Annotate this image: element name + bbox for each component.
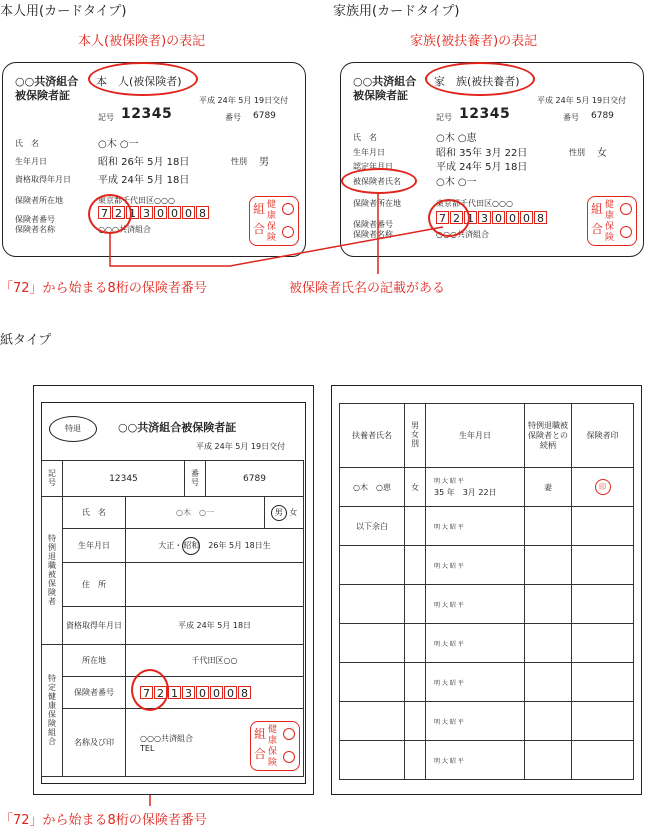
empty-cell [525,741,572,780]
seal-char: 健 [267,200,277,210]
no-label: 保険者番号 [63,677,126,709]
digit-box: 1 [464,211,477,224]
digit-box: 0 [196,686,209,699]
digit-box: 7 [98,206,111,219]
era-chars: 明 大 昭 平 [434,718,464,726]
card-relation: 本 人(被保険者) [96,75,182,88]
seal-char: 組 [253,202,266,216]
era-chars: 明 大 昭 平 [434,679,464,687]
gender-cell [265,497,304,529]
row-value-qual: 平成 24年 5月 18日 [98,175,190,186]
seal-char: 険 [267,233,277,243]
name-label: 氏 名 [63,497,126,529]
row-value-cert: 平成 24年 5月 18日 [436,162,528,173]
stamp-mark: 印 [595,479,611,495]
digit-box: 2 [154,686,167,699]
highlight-paper-digits [131,669,169,711]
empty-cell [572,741,634,780]
digit-box: 1 [168,686,181,699]
address-label: 保険者所在地 [15,196,63,205]
tel: TEL [140,743,155,753]
paper-title: ○○共済組合被保険者証 [118,421,237,434]
card-title: 被保険者証 [353,89,408,102]
insurer-no-label: 保険者番号 [353,220,393,229]
bango-label: 番号 [190,468,200,487]
name-value: ○木 ○一 [126,497,265,529]
nm-label: 名称及び印 [63,709,126,777]
row-label-qual: 資格取得年月日 [15,175,71,184]
paper-seal [250,721,300,771]
digit-box: 0 [492,211,505,224]
empty-cell [405,507,426,546]
insurer-name-value: ○○○共済組合 [436,230,489,239]
empty-cell [525,624,572,663]
kigo-label: 記号 [47,468,57,487]
row-name: ○木 ○恵 [340,468,405,507]
section-paper: 紙タイプ [0,333,52,348]
empty-cell [525,702,572,741]
row-value-name: ○木 ○一 [98,139,139,150]
row-gender: 女 [405,468,426,507]
gender-male: 男 [271,505,287,521]
card-issuer: ○○共済組合 [15,75,79,88]
caption-has-insured-name: 被保険者氏名の記載がある [289,281,446,296]
paper-back [331,385,642,795]
birth-cell [126,529,304,563]
gender-female: 女 [289,507,298,517]
address-value: 東京都千代田区○○○ [436,199,513,208]
era-chars: 明 大 昭 平 [434,757,464,765]
kigo-cell [42,461,63,497]
digit-box: 3 [478,211,491,224]
row-date-cell [426,585,525,624]
group1-cell [42,497,63,645]
address-value: 東京都千代田区○○○ [98,196,175,205]
loc-label: 所在地 [63,645,126,677]
caption-family-notation: 家族(被扶養者)の表記 [410,34,538,49]
insurer-name-label: 保険者名称 [353,230,393,239]
digit-box: 8 [534,211,547,224]
digit-box: 0 [224,686,237,699]
era-chars: 明 大 昭 平 [434,562,464,570]
address-label: 住 所 [63,563,126,607]
digit-box: 0 [210,686,223,699]
row-date-cell [426,468,525,507]
row-label-name: 氏 名 [353,133,377,142]
empty-cell [572,663,634,702]
group1-label: 特例退職被保険者 [47,533,57,606]
address-value [126,563,304,607]
empty-cell [405,663,426,702]
qual-label: 資格取得年月日 [63,607,126,645]
birth-era: 大正・ [158,540,183,550]
bango-cell [184,461,205,497]
seal-char: 保 [267,222,277,232]
seal-char: 康 [268,736,278,746]
row-label-insured-name: 被保険者氏名 [353,177,401,186]
bango-value: 6789 [253,111,276,121]
caption-starts-72-paper: 「72」から始まる8桁の保険者番号 [0,813,207,828]
row-date-cell [426,546,525,585]
section-card-family: 家族用(カードタイプ) [333,4,460,19]
seal-char: 組 [591,202,604,216]
caption-self-notation: 本人(被保険者)の表記 [78,34,206,49]
kigo-value: 12345 [121,106,173,122]
loc-value: 千代田区○○ [126,645,304,677]
row-date-cell [426,507,525,546]
group2-cell [42,645,63,777]
row-value-name: ○木 ○恵 [436,133,477,144]
row-value-birth: 昭和 26年 5月 18日 [98,157,190,168]
digit-box: 3 [140,206,153,219]
row-label-cert: 認定年月日 [353,162,393,171]
birth-label: 生年月日 [63,529,126,563]
seal-char: 険 [605,233,615,243]
digit-box: 0 [506,211,519,224]
paper-back-table [339,403,634,780]
seal-char: 健 [605,200,615,210]
section-card-self: 本人用(カードタイプ) [0,4,127,19]
row-relation: 妻 [525,468,572,507]
bango-label: 番号 [225,113,241,122]
digit-box: 8 [238,686,251,699]
empty-cell [405,741,426,780]
header-gender-label: 男女別 [410,421,420,448]
header-stamp: 保険者印 [572,404,634,468]
digit-box: 0 [168,206,181,219]
seal-char: 保 [268,747,278,757]
empty-cell [572,546,634,585]
row-date-cell [426,741,525,780]
seal-char: 険 [268,758,278,768]
card-relation: 家 族(被扶養者) [434,75,520,88]
empty-cell [572,507,634,546]
kigo-label: 記号 [436,113,452,122]
insurer-name-label: 保険者名称 [15,225,55,234]
seal-char: 合 [253,222,266,236]
insurer-name-value: ○○○共済組合 [98,225,151,234]
digit-box: 7 [436,211,449,224]
bango-value: 6789 [591,111,614,121]
kigo-value: 12345 [63,461,185,497]
qual-value: 平成 24年 5月 18日 [126,607,304,645]
digit-box: 2 [450,211,463,224]
empty-cell [572,585,634,624]
header-gender [405,404,426,468]
paper-front [33,385,314,795]
row-date-cell [426,702,525,741]
gender-label: 性別 [231,157,247,166]
tokutai-badge: 特退 [49,416,97,442]
kigo-label: 記号 [98,113,114,122]
empty-cell [525,663,572,702]
empty-cell [405,702,426,741]
header-name: 扶養者氏名 [340,404,405,468]
digit-box: 0 [154,206,167,219]
digit-box: 8 [196,206,209,219]
card-issued: 平成 24年 5月 19日交付 [199,96,289,105]
header-birth: 生年月日 [426,404,525,468]
birth-era-circled: 昭和 [182,537,200,555]
seal-circle [283,751,295,763]
digit-box: 2 [112,206,125,219]
empty-cell [340,741,405,780]
empty-cell [572,624,634,663]
empty-cell [525,507,572,546]
digit-box: 0 [520,211,533,224]
row-value-insured-name: ○木 ○一 [436,177,477,188]
seal-char: 健 [268,725,278,735]
digit-box: 3 [182,686,195,699]
empty-cell [340,663,405,702]
paper-issued: 平成 24年 5月 19日交付 [196,442,286,451]
empty-cell [572,702,634,741]
empty-cell [405,585,426,624]
empty-cell [340,585,405,624]
gender-label: 性別 [569,148,585,157]
digit-box: 1 [126,206,139,219]
row-label-name: 氏 名 [15,139,39,148]
era-chars: 明 大 昭 平 [434,523,464,531]
address-label: 保険者所在地 [353,199,401,208]
seal-char: 保 [605,222,615,232]
kigo-value: 12345 [459,106,511,122]
empty-cell [405,546,426,585]
insurer-no-label: 保険者番号 [15,215,55,224]
empty-cell [525,585,572,624]
nm-value: ○○○共済組合 [140,733,193,743]
empty-cell [525,546,572,585]
seal-char: 康 [605,211,615,221]
seal-char: 合 [254,747,267,761]
caption-starts-72: 「72」から始まる8桁の保険者番号 [0,281,207,296]
row-label-birth: 生年月日 [15,157,47,166]
era-chars: 明 大 昭 平 [434,478,464,485]
seal-circle [283,728,295,740]
card-issued: 平成 24年 5月 19日交付 [537,96,627,105]
row-label-birth: 生年月日 [353,148,385,157]
bango-value: 6789 [205,461,303,497]
header-relation: 特例退職被保険者との続柄 [525,404,572,468]
era-chars: 明 大 昭 平 [434,640,464,648]
row-date-cell [426,624,525,663]
row-stamp-cell [572,468,634,507]
card-issuer: ○○共済組合 [353,75,417,88]
connector-line [110,227,443,266]
row-value-birth: 昭和 35年 3月 22日 [436,148,528,159]
empty-cell [340,624,405,663]
bango-label: 番号 [563,113,579,122]
gender-value: 男 [259,157,269,168]
empty-cell [340,546,405,585]
seal-char: 組 [254,727,267,741]
group2-label: 特定健康保険組合 [47,673,57,746]
row-date-cell [426,663,525,702]
seal-char: 合 [591,222,604,236]
row-date: 35 年 3月 22日 [434,488,497,497]
digit-box: 7 [140,686,153,699]
era-chars: 明 大 昭 平 [434,601,464,609]
remaining-label: 以下余白 [340,507,405,546]
empty-cell [405,624,426,663]
seal-char: 康 [267,211,277,221]
empty-cell [340,702,405,741]
gender-value: 女 [597,148,607,159]
card-title: 被保険者証 [15,89,70,102]
birth-value: 26年 5月 18日生 [208,540,271,550]
digit-box: 0 [182,206,195,219]
